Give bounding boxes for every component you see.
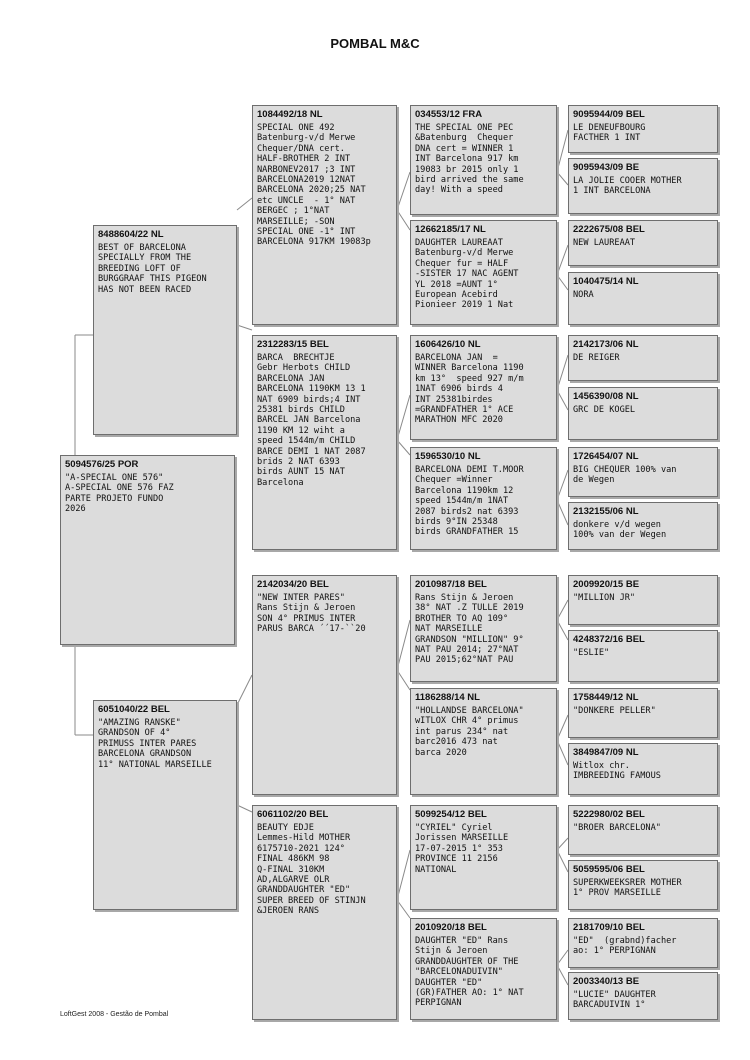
pigeon-card-sire[interactable] bbox=[93, 225, 237, 435]
pigeon-card-ddds[interactable] bbox=[568, 918, 718, 968]
ring-number: 5094576/25 POR bbox=[65, 459, 139, 470]
pigeon-card-ddss[interactable] bbox=[568, 805, 718, 855]
pigeon-notes: "A-SPECIAL ONE 576" A-SPECIAL ONE 576 FAZ PARTE PROJETO FUNDO 2026 bbox=[65, 473, 174, 515]
pigeon-card-dssd[interactable] bbox=[568, 630, 718, 682]
pigeon-card-dsdd[interactable] bbox=[568, 743, 718, 795]
ring-number: 2312283/15 BEL bbox=[257, 339, 329, 350]
pigeon-card-sss[interactable] bbox=[410, 105, 557, 215]
pigeon-notes: Rans Stijn & Jeroen 38° NAT .Z TULLE 2019 BROTHER TO AQ 109° NAT MARSEILLE GRANDSON "MILLION" 9° NAT PAU 2014; 27°NAT PAU 2015;62°NAT PAU bbox=[415, 593, 524, 666]
pigeon-card-dam-dam[interactable] bbox=[252, 805, 397, 1020]
ring-number: 2010920/18 BEL bbox=[415, 922, 487, 933]
pigeon-card-sdsd[interactable] bbox=[568, 387, 718, 440]
pigeon-card-dddd[interactable] bbox=[568, 972, 718, 1020]
pigeon-notes: DE REIGER bbox=[573, 353, 620, 363]
ring-number: 4248372/16 BEL bbox=[573, 634, 645, 645]
pigeon-card-ssdd[interactable] bbox=[568, 272, 718, 325]
ring-number: 2003340/13 BE bbox=[573, 976, 640, 987]
pigeon-card-ddd[interactable] bbox=[410, 918, 557, 1020]
pigeon-notes: "LUCIE" DAUGHTER BARCADUIVIN 1° bbox=[573, 990, 656, 1011]
ring-number: 9095943/09 BE bbox=[573, 162, 640, 173]
pigeon-card-ddsd[interactable] bbox=[568, 860, 718, 910]
ring-number: 1596530/10 NL bbox=[415, 451, 481, 462]
ring-number: 1040475/14 NL bbox=[573, 276, 639, 287]
pigeon-notes: BEAUTY EDJE Lemmes-Hild MOTHER 6175710-2021 124° FINAL 486KM 98 Q-FINAL 310KM AD,ALGARVE OLR GRANDDAUGHTER "ED" SUPER BREED OF STINJN &JEROEN RANS bbox=[257, 823, 366, 917]
pigeon-notes: "DONKERE PELLER" bbox=[573, 706, 656, 716]
pigeon-notes: LE DENEUFBOURG FACTHER 1 INT bbox=[573, 123, 646, 144]
pigeon-notes: LA JOLIE COOER MOTHER 1 INT BARCELONA bbox=[573, 176, 682, 197]
ring-number: 6061102/20 BEL bbox=[257, 809, 329, 820]
pigeon-card-dsd[interactable] bbox=[410, 688, 557, 795]
pigeon-card-ssds[interactable] bbox=[568, 220, 718, 266]
pigeon-notes: DAUGHTER "ED" Rans Stijn & Jeroen GRANDDAUGHTER OF THE "BARCELONADUIVIN" DAUGHTER "ED" (GR)FATHER AO: 1° NAT PERPIGNAN bbox=[415, 936, 524, 1009]
pigeon-notes: "CYRIEL" Cyriel Jorissen MARSEILLE 17-07-2015 1° 353 PROVINCE 11 2156 NATIONAL bbox=[415, 823, 509, 875]
pigeon-card-dam[interactable] bbox=[93, 700, 237, 910]
ring-number: 1606426/10 NL bbox=[415, 339, 481, 350]
pigeon-card-subject[interactable] bbox=[60, 455, 235, 645]
pigeon-notes: BARCA BRECHTJE Gebr Herbots CHILD BARCELONA JAN BARCELONA 1190KM 13 1 NAT 6909 birds;4 INT 25381 birds CHILD BARCEL JAN Barcelona 1190 KM 12 wiht a speed 1544m/m CHILD BARCE DEMI 1 NAT 2087 brids 2 NAT 6393 birds AUNT 15 NAT Barcelona bbox=[257, 353, 366, 488]
ring-number: 2010987/18 BEL bbox=[415, 579, 487, 590]
pigeon-notes: BEST OF BARCELONA SPECIALLY FROM THE BREEDING LOFT OF BURGGRAAF THIS PIGEON HAS NOT BEEN RACED bbox=[98, 243, 207, 295]
pigeon-notes: donkere v/d wegen 100% van der Wegen bbox=[573, 520, 667, 541]
ring-number: 1084492/18 NL bbox=[257, 109, 323, 120]
pigeon-notes: "AMAZING RANSKE" GRANDSON OF 4° PRIMUSS INTER PARES BARCELONA GRANDSON 11° NATIONAL MARSEILLE bbox=[98, 718, 212, 770]
pigeon-card-dsds[interactable] bbox=[568, 688, 718, 738]
ring-number: 034553/12 FRA bbox=[415, 109, 483, 120]
pigeon-card-sire-sire[interactable] bbox=[252, 105, 397, 325]
ring-number: 1456390/08 NL bbox=[573, 391, 639, 402]
ring-number: 5222980/02 BEL bbox=[573, 809, 645, 820]
pigeon-notes: "BROER BARCELONA" bbox=[573, 823, 661, 833]
pigeon-notes: BIG CHEQUER 100% van de Wegen bbox=[573, 465, 677, 486]
pigeon-card-sdds[interactable] bbox=[568, 447, 718, 497]
pigeon-card-sds[interactable] bbox=[410, 335, 557, 440]
pigeon-card-sdss[interactable] bbox=[568, 335, 718, 381]
ring-number: 6051040/22 BEL bbox=[98, 704, 170, 715]
pigeon-card-sire-dam[interactable] bbox=[252, 335, 397, 550]
pigeon-notes: SPECIAL ONE 492 Batenburg-v/d Merwe Chequer/DNA cert. HALF-BROTHER 2 INT NARBONEV2017 ;3 INT BARCELONA2019 12NAT BARCELONA 2020;25 NAT etc UNCLE - 1° NAT BERGEC ; 1°NAT MARSEILLE; -SON SPECIAL ONE -1° INT BARCELONA 917KM 19083p bbox=[257, 123, 371, 248]
pigeon-card-ssss[interactable] bbox=[568, 105, 718, 153]
ring-number: 1758449/12 NL bbox=[573, 692, 639, 703]
footer-credit: LoftGest 2008 - Gestão de Pombal bbox=[60, 1011, 169, 1018]
pigeon-notes: "ED" (grabnd)facher ao: 1° PERPIGNAN bbox=[573, 936, 677, 957]
pigeon-card-sddd[interactable] bbox=[568, 502, 718, 550]
pigeon-notes: "HOLLANDSE BARCELONA" wITLOX CHR 4° primus int parus 234° nat barc2016 473 nat barca 2020 bbox=[415, 706, 524, 758]
pigeon-notes: "ESLIE" bbox=[573, 648, 610, 658]
pigeon-notes: NEW LAUREAAT bbox=[573, 238, 636, 248]
pigeon-notes: BARCELONA DEMI T.MOOR Chequer =Winner Barcelona 1190km 12 speed 1544m/m 1NAT 2087 birds2 nat 6393 birds 9°IN 25348 birds GRANDFATHER 15 bbox=[415, 465, 524, 538]
pigeon-card-dds[interactable] bbox=[410, 805, 557, 910]
ring-number: 2142034/20 BEL bbox=[257, 579, 329, 590]
ring-number: 5059595/06 BEL bbox=[573, 864, 645, 875]
ring-number: 12662185/17 NL bbox=[415, 224, 486, 235]
ring-number: 2222675/08 BEL bbox=[573, 224, 645, 235]
pigeon-card-dsss[interactable] bbox=[568, 575, 718, 625]
ring-number: 3849847/09 NL bbox=[573, 747, 639, 758]
ring-number: 2142173/06 NL bbox=[573, 339, 639, 350]
pigeon-card-ssd[interactable] bbox=[410, 220, 557, 325]
pigeon-notes: Witlox chr. IMBREEDING FAMOUS bbox=[573, 761, 661, 782]
pigeon-notes: "NEW INTER PARES" Rans Stijn & Jeroen SON 4° PRIMUS INTER PARUS BARCA ´´17-``20 bbox=[257, 593, 366, 635]
pigeon-card-sdd[interactable] bbox=[410, 447, 557, 550]
ring-number: 8488604/22 NL bbox=[98, 229, 164, 240]
pigeon-notes: SUPERKWEEKSRER MOTHER 1° PROV MARSEILLE bbox=[573, 878, 682, 899]
pigeon-notes: GRC DE KOGEL bbox=[573, 405, 636, 415]
page-title: POMBAL M&C bbox=[330, 36, 420, 51]
ring-number: 2181709/10 BEL bbox=[573, 922, 645, 933]
ring-number: 1186288/14 NL bbox=[415, 692, 480, 703]
pigeon-notes: BARCELONA JAN = WINNER Barcelona 1190 km 13° speed 927 m/m 1NAT 6906 birds 4 INT 25381birdes =GRANDFATHER 1° ACE MARATHON MFC 2020 bbox=[415, 353, 524, 426]
ring-number: 2132155/06 NL bbox=[573, 506, 639, 517]
ring-number: 1726454/07 NL bbox=[573, 451, 639, 462]
ring-number: 9095944/09 BEL bbox=[573, 109, 645, 120]
pigeon-card-dss[interactable] bbox=[410, 575, 557, 682]
ring-number: 5099254/12 BEL bbox=[415, 809, 487, 820]
pigeon-notes: NORA bbox=[573, 290, 594, 300]
pigeon-notes: DAUGHTER LAUREAAT Batenburg-v/d Merwe Chequer fur = HALF -SISTER 17 NAC AGENT YL 2018 =AUNT 1° European Acebird Pionieer 2019 1 Nat bbox=[415, 238, 519, 311]
pigeon-notes: "MILLION JR" bbox=[573, 593, 636, 603]
ring-number: 2009920/15 BE bbox=[573, 579, 640, 590]
pigeon-notes: THE SPECIAL ONE PEC &Batenburg Chequer DNA cert = WINNER 1 INT Barcelona 917 km 19083 br 2015 only 1 bird arrived the same day! With a speed bbox=[415, 123, 524, 196]
pigeon-card-dam-sire[interactable] bbox=[252, 575, 397, 795]
pigeon-card-sssd[interactable] bbox=[568, 158, 718, 214]
